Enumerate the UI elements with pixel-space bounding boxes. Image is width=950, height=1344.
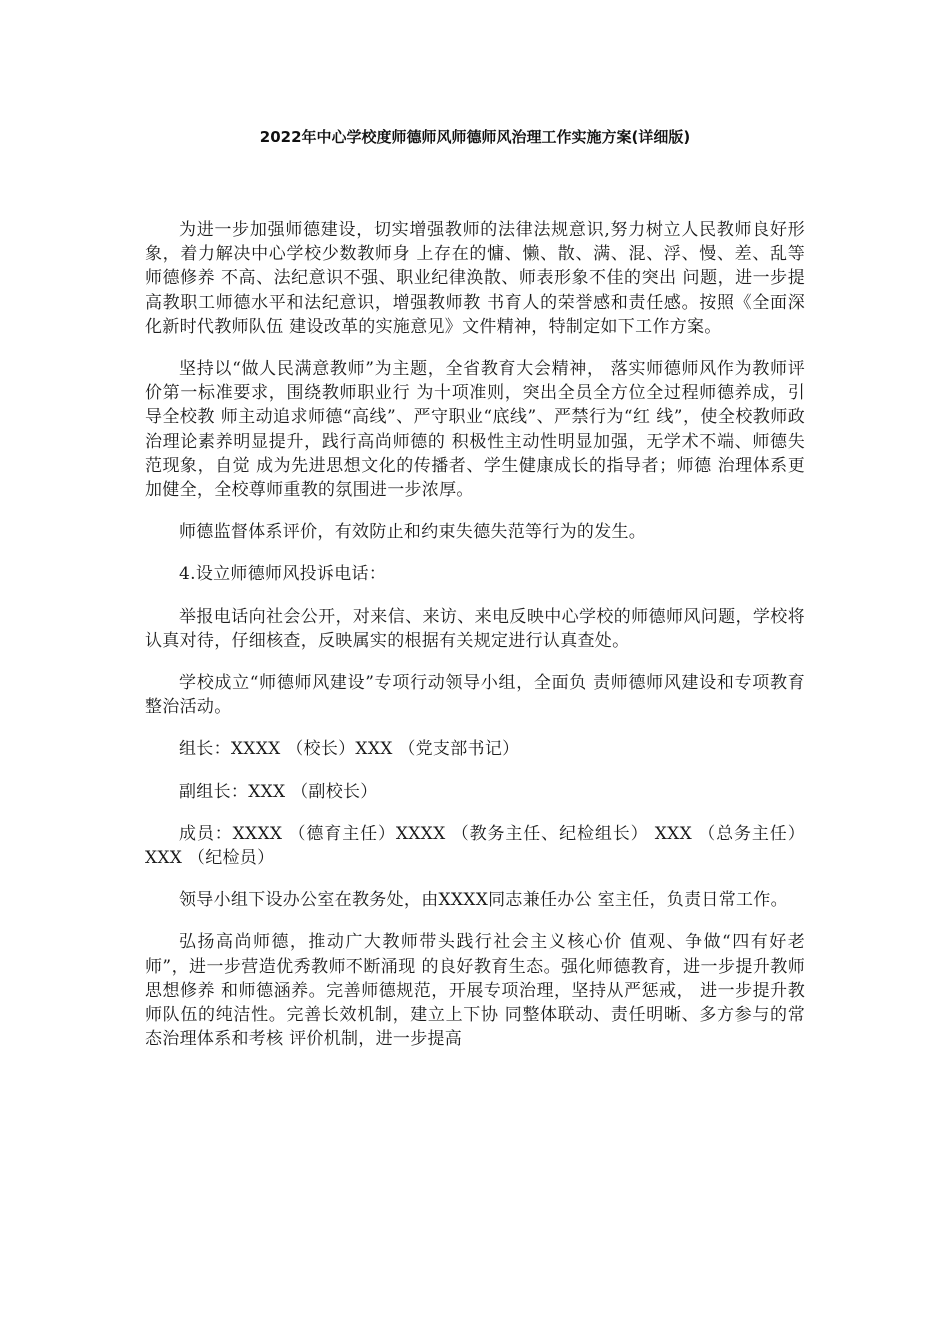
paragraph-intro: 为进一步加强师德建设，切实增强教师的法律法规意识,努力树立人民教师良好形象，着力解决中心学校少数教师身 上存在的慵、懒、散、满、混、浮、慢、差、乱等师德修养 不高、法纪意识不强、职业纪律涣散、师表形象不佳的突出 问题，进一步提高教职工师德水平和法纪意识，增强教师教 书育人的荣誉感和责任感。按照《全面深化新时代教师队伍 建设改革的实施意见》文件精神，特制定如下工作方案。 bbox=[145, 220, 805, 337]
paragraph-leading-group: 学校成立“师德师风建设”专项行动领导小组，全面负 责师德师风建设和专项教育整治活动。 bbox=[145, 673, 805, 718]
paragraph-guiding-principle: 坚持以“做人民满意教师”为主题，全省教育大会精神， 落实师德师风作为教师评价第一标准要求，围绕教师职业行 为十项准则，突出全员全方位全过程师德养成，引导全校教 师主动追求师德“高线”、严守职业“底线”、严禁行为“红 线”，使全校教师政治理论素养明显提升，践行高尚师德的 积极性主动性明显加强，无学术不端、师德失范现象，自觉 成为先进思想文化的传播者、学生健康成长的指导者；师德 治理体系更加健全，全校尊师重教的氛围进一步浓厚。 bbox=[145, 359, 805, 501]
paragraph-group-leader: 组长：XXXX （校长）XXX （党支部书记） bbox=[179, 739, 520, 760]
document-title: 2022年中心学校度师德师风师德师风治理工作实施方案(详细版) bbox=[259, 128, 691, 146]
paragraph-report-phone: 举报电话向社会公开，对来信、来访、来电反映中心学校的师德师风问题，学校将认真对待，仔细核查，反映属实的根据有关规定进行认真查处。 bbox=[145, 606, 805, 651]
paragraph-goals: 弘扬高尚师德，推动广大教师带头践行社会主义核心价 值观、争做“四有好老师”，进一步营造优秀教师不断涌现 的良好教育生态。强化师德教育，进一步提升教师思想修养 和师德涵养。完善师德规范，开展专项治理，坚持从严惩戒， 进一步提升教师队伍的纯洁性。完善长效机制，建立上下协 同整体联动、责任明晰、多方参与的常态治理体系和考核 评价机制，进一步提高 bbox=[145, 932, 805, 1050]
paragraph-supervision: 师德监督体系评价，有效防止和约束失德失范等行为的发生。 bbox=[179, 522, 647, 543]
paragraph-complaint-heading: 4.设立师德师风投诉电话： bbox=[179, 564, 387, 585]
document-body bbox=[145, 218, 805, 1068]
paragraph-deputy-leader: 副组长：XXX （副校长） bbox=[179, 781, 378, 802]
paragraph-members: 成员：XXXX （德育主任）XXXX （教务主任、纪检组长） XXX （总务主任）XXX （纪检员） bbox=[145, 823, 805, 869]
paragraph-office: 领导小组下设办公室在教务处，由XXXX同志兼任办公 室主任，负责日常工作。 bbox=[179, 890, 788, 911]
